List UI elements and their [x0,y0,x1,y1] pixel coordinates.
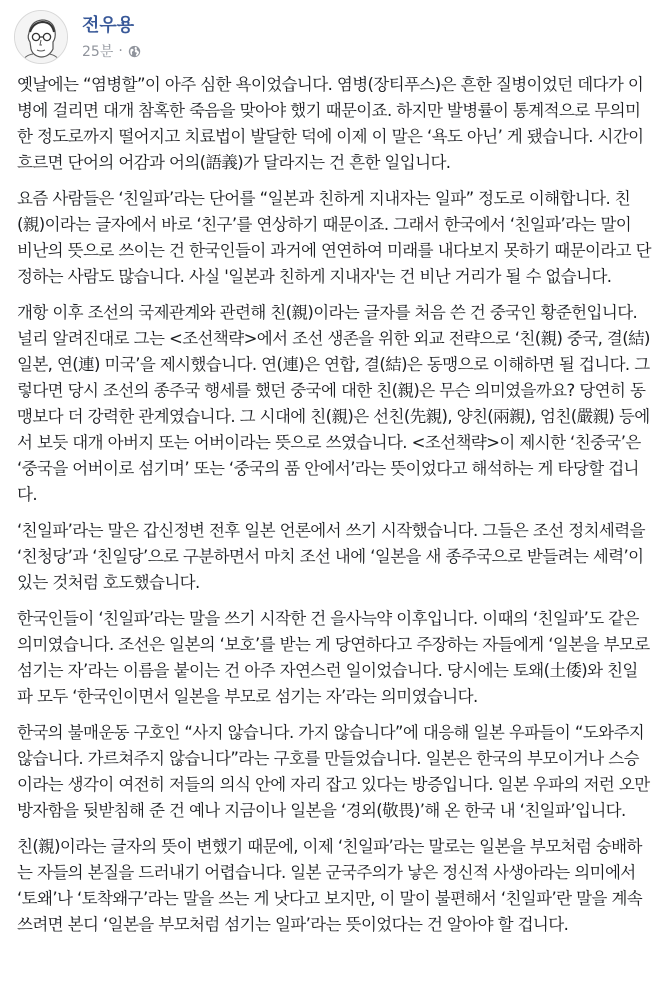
post-header [14,10,141,64]
post-timestamp[interactable]: 25분 [82,44,114,60]
post-paragraph-3: 개항 이후 조선의 국제관계와 관련해 친(親)이라는 글자를 처음 쓴 건 중국인 황준헌입니다. 널리 알려진대로 그는 <조선책략>에서 조선 생존을 위한 외교 전략으로 ‘친(親) 중국, 결(結) 일본, 연(連) 미국’을 제시했습니다. 연(連)은 연합, 결(結)은 동맹으로 이해하면 될 겁니다. 그렇다면 당시 조선의 종주국 행세를 했던 중국에 대한 친(親)은 무슨 의미였을까요? 당연히 동맹보다 더 강력한 관계였습니다. 그 시대에 친(親)은 선친(先親), 양친(兩親), 엄친(嚴親) 등에서 보듯 대개 아버지 또는 어버이라는 뜻으로 쓰였습니다. <조선책략>이 제시한 ‘친중국’은 ‘중국을 어버이로 섬기며’ 또는 ‘중국의 품 안에서’라는 뜻이었다고 해석하는 게 타당할 겁니다. [17,303,650,504]
post-paragraph-2: 요즘 사람들은 ‘친일파’라는 단어를 “일본과 친하게 지내자는 일파” 정도로 이해합니다. 친(親)이라는 글자에서 바로 ‘친구’를 연상하기 때문이죠. 그래서 한국에서 ‘친일파’라는 말이 비난의 뜻으로 쓰이는 건 한국인들이 과거에 연연하여 미래를 내다보지 못하기 때문이라고 단정하는 사람도 많습니다. 사실 '일본과 친하게 지내자'는 건 비난 거리가 될 수 없습니다. [17,189,651,286]
meta-separator: · [118,43,123,59]
post-subline [82,41,141,61]
portrait-sketch-icon [15,11,67,63]
post-body [17,72,651,938]
post-meta [82,15,141,61]
author-avatar[interactable] [14,10,68,64]
post-paragraph-1: 옛날에는 “염병할”이 아주 심한 욕이었습니다. 염병(장티푸스)은 흔한 질병이었던 데다가 이 병에 걸리면 대개 참혹한 죽음을 맞아야 했기 때문이죠. 하지만 발병률이 통계적으로 무의미한 정도로까지 떨어지고 치료법이 발달한 덕에 이제 이 말은 ‘욕도 아닌’ 게 됐습니다. 시간이 흐르면 단어의 어감과 어의(語義)가 달라지는 건 흔한 일입니다. [17,75,644,172]
post-paragraph-6: 한국의 불매운동 구호인 “사지 않습니다. 가지 않습니다”에 대응해 일본 우파들이 “도와주지 않습니다. 가르쳐주지 않습니다”라는 구호를 만들었습니다. 일본은 한국의 부모이거나 스승이라는 생각이 여전히 저들의 의식 안에 자리 잡고 있다는 방증입니다. 일본 우파의 저런 오만방자함을 뒷받침해 준 건 예나 지금이나 일본을 ‘경외(敬畏)’해 온 한국 내 ‘친일파’입니다. [17,723,650,820]
author-name[interactable]: 전우용 [82,15,135,36]
post-paragraph-5: 한국인들이 ‘친일파’라는 말을 쓰기 시작한 건 을사늑약 이후입니다. 이때의 ‘친일파’도 같은 의미였습니다. 조선은 일본의 ‘보호’를 받는 게 당연하다고 주장하는 자들에게 ‘일본을 부모로 섬기는 자’라는 이름을 붙이는 건 아주 자연스런 일이었습니다. 당시에는 토왜(土倭)와 친일파 모두 ‘한국인이면서 일본을 부모로 섬기는 자’라는 의미였습니다. [17,609,650,706]
globe-icon[interactable] [128,45,141,58]
post-paragraph-7: 친(親)이라는 글자의 뜻이 변했기 때문에, 이제 ‘친일파’라는 말로는 일본을 부모처럼 숭배하는 자들의 본질을 드러내기 어렵습니다. 일본 군국주의가 낳은 정신적 사생아라는 의미에서 ‘토왜’나 ‘토착왜구’라는 말을 쓰는 게 낫다고 보지만, 이 말이 불편해서 ‘친일파’란 말을 계속 쓰려면 본디 ‘일본을 부모처럼 섬기는 일파’라는 뜻이었다는 건 알아야 할 겁니다. [17,837,643,934]
post-paragraph-4: ‘친일파’라는 말은 갑신정변 전후 일본 언론에서 쓰기 시작했습니다. 그들은 조선 정치세력을 ‘친청당’과 ‘친일당’으로 구분하면서 마치 조선 내에 ‘일본을 새 종주국으로 받들려는 세력’이 있는 것처럼 호도했습니다. [17,521,645,592]
